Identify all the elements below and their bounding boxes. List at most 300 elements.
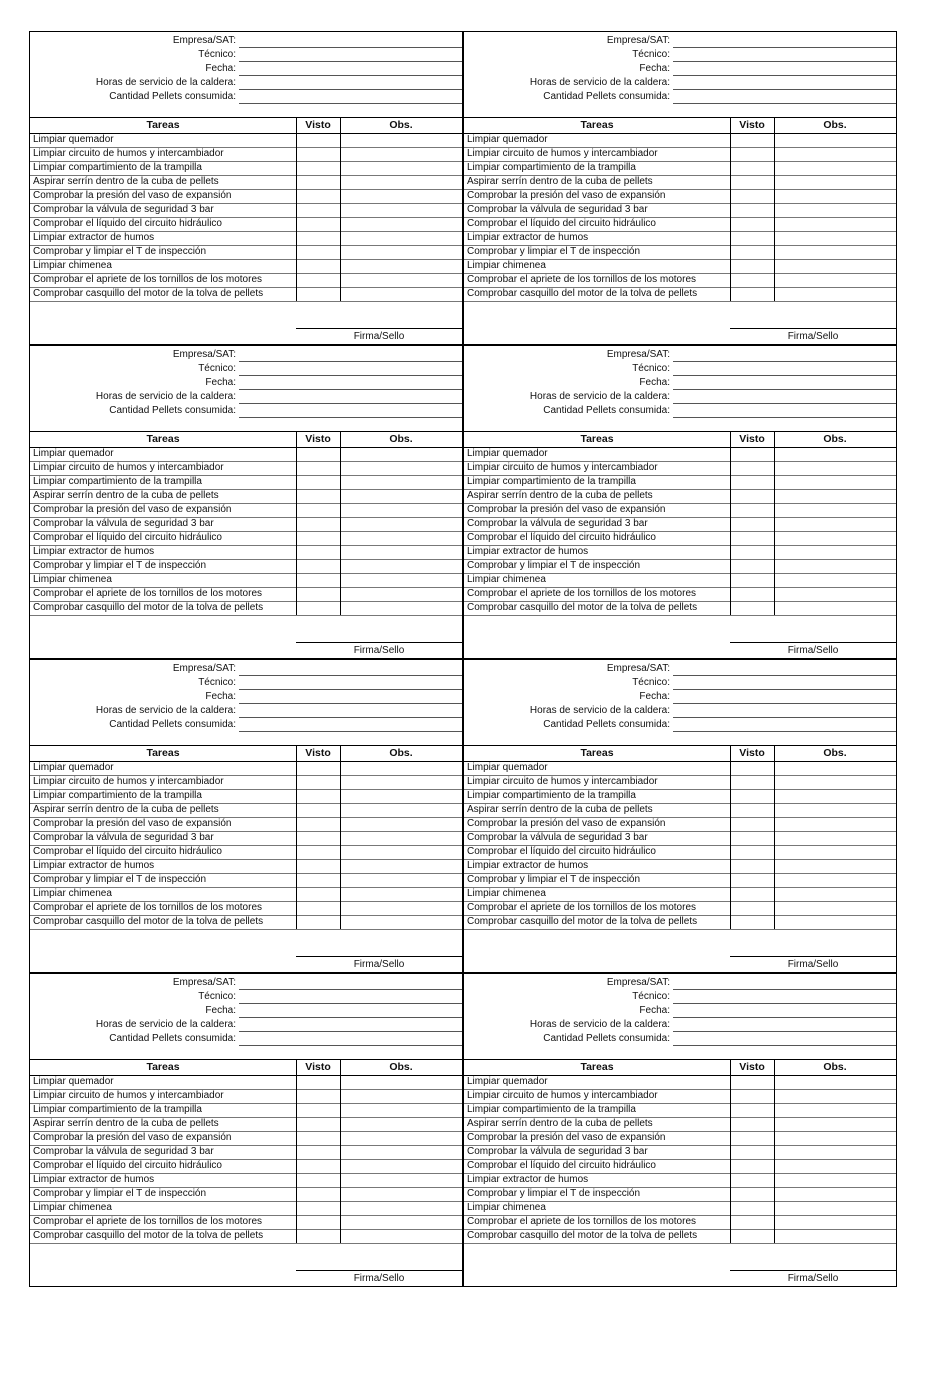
obs-cell[interactable]: [774, 845, 896, 859]
task-label: Aspirar serrín dentro de la cuba de pellets: [467, 804, 653, 815]
table-row: [30, 845, 462, 860]
table-row: [464, 231, 896, 246]
table-row: [30, 601, 462, 616]
visto-cell[interactable]: [296, 175, 340, 189]
column-header-tareas: Tareas: [580, 747, 614, 759]
obs-cell[interactable]: [340, 1159, 462, 1173]
obs-cell[interactable]: [340, 775, 462, 789]
signature-label: Firma/Sello: [353, 1273, 405, 1284]
obs-cell[interactable]: [340, 503, 462, 517]
obs-cell[interactable]: [774, 601, 896, 615]
header-field-input-line[interactable]: [673, 731, 896, 732]
visto-cell[interactable]: [730, 1201, 774, 1215]
visto-cell[interactable]: [730, 1215, 774, 1229]
visto-cell[interactable]: [730, 217, 774, 231]
obs-cell[interactable]: [774, 559, 896, 573]
column-divider: [730, 745, 731, 929]
visto-cell[interactable]: [730, 761, 774, 775]
column-header-tareas: Tareas: [146, 1061, 180, 1073]
task-label: Comprobar el apriete de los tornillos de los motores: [467, 274, 696, 285]
obs-cell[interactable]: [340, 1229, 462, 1243]
header-field-label: Empresa/SAT:: [606, 977, 670, 988]
visto-cell[interactable]: [296, 1187, 340, 1201]
obs-cell[interactable]: [340, 1145, 462, 1159]
header-field-label: Cantidad Pellets consumida:: [543, 1033, 670, 1044]
visto-cell[interactable]: [296, 203, 340, 217]
visto-cell[interactable]: [730, 1145, 774, 1159]
visto-cell[interactable]: [730, 873, 774, 887]
obs-cell[interactable]: [774, 545, 896, 559]
task-label: Limpiar chimenea: [467, 888, 546, 899]
obs-cell[interactable]: [340, 587, 462, 601]
visto-cell[interactable]: [730, 587, 774, 601]
obs-cell[interactable]: [340, 859, 462, 873]
visto-cell[interactable]: [296, 531, 340, 545]
visto-cell[interactable]: [730, 831, 774, 845]
table-row: [464, 461, 896, 476]
visto-cell[interactable]: [730, 273, 774, 287]
visto-cell[interactable]: [296, 231, 340, 245]
header-field-label: Empresa/SAT:: [172, 663, 236, 674]
obs-cell[interactable]: [774, 1131, 896, 1145]
visto-cell[interactable]: [296, 901, 340, 915]
obs-cell[interactable]: [774, 203, 896, 217]
task-label: Comprobar casquillo del motor de la tolva de pellets: [467, 916, 698, 927]
visto-cell[interactable]: [296, 1173, 340, 1187]
task-label: Limpiar chimenea: [33, 888, 112, 899]
header-field: [30, 62, 462, 76]
obs-cell[interactable]: [340, 1201, 462, 1215]
signature-line[interactable]: [730, 956, 896, 957]
obs-cell[interactable]: [774, 259, 896, 273]
obs-cell[interactable]: [774, 901, 896, 915]
obs-cell[interactable]: [774, 147, 896, 161]
visto-cell[interactable]: [296, 887, 340, 901]
visto-cell[interactable]: [296, 601, 340, 615]
signature-line[interactable]: [296, 642, 462, 643]
table-row: [464, 1131, 896, 1146]
header-field: [464, 348, 896, 362]
obs-cell[interactable]: [340, 217, 462, 231]
task-label: Limpiar circuito de humos y intercambiador: [467, 462, 658, 473]
obs-cell[interactable]: [774, 287, 896, 301]
obs-cell[interactable]: [340, 901, 462, 915]
obs-cell[interactable]: [774, 531, 896, 545]
header-field-label: Empresa/SAT:: [172, 349, 236, 360]
visto-cell[interactable]: [730, 489, 774, 503]
visto-cell[interactable]: [730, 545, 774, 559]
obs-cell[interactable]: [340, 1131, 462, 1145]
header-field-label: Horas de servicio de la caldera:: [95, 77, 236, 88]
obs-cell[interactable]: [774, 831, 896, 845]
task-label: Comprobar el apriete de los tornillos de los motores: [467, 588, 696, 599]
visto-cell[interactable]: [730, 189, 774, 203]
obs-cell[interactable]: [774, 1159, 896, 1173]
visto-cell[interactable]: [296, 817, 340, 831]
header-field-input-line[interactable]: [239, 103, 462, 104]
visto-cell[interactable]: [730, 559, 774, 573]
obs-cell[interactable]: [340, 231, 462, 245]
visto-cell[interactable]: [730, 203, 774, 217]
table-row: [464, 1089, 896, 1104]
obs-cell[interactable]: [774, 803, 896, 817]
obs-cell[interactable]: [340, 447, 462, 461]
signature-label: Firma/Sello: [787, 959, 839, 970]
obs-cell[interactable]: [774, 1229, 896, 1243]
obs-cell[interactable]: [774, 817, 896, 831]
visto-cell[interactable]: [296, 189, 340, 203]
obs-cell[interactable]: [774, 1145, 896, 1159]
header-field-label: Técnico:: [198, 991, 236, 1002]
visto-cell[interactable]: [296, 475, 340, 489]
obs-cell[interactable]: [774, 1187, 896, 1201]
obs-cell[interactable]: [340, 245, 462, 259]
visto-cell[interactable]: [730, 447, 774, 461]
obs-cell[interactable]: [340, 489, 462, 503]
obs-cell[interactable]: [340, 573, 462, 587]
column-header-obs: Obs.: [823, 433, 847, 445]
header-field: [464, 76, 896, 90]
visto-cell[interactable]: [730, 1173, 774, 1187]
obs-cell[interactable]: [340, 517, 462, 531]
visto-cell[interactable]: [296, 133, 340, 147]
header-field-input-line[interactable]: [239, 731, 462, 732]
visto-cell[interactable]: [296, 259, 340, 273]
obs-cell[interactable]: [774, 915, 896, 929]
header-field-label: Técnico:: [198, 49, 236, 60]
task-label: Comprobar el apriete de los tornillos de los motores: [33, 274, 262, 285]
obs-cell[interactable]: [774, 447, 896, 461]
visto-cell[interactable]: [730, 803, 774, 817]
header-field: [464, 34, 896, 48]
obs-cell[interactable]: [774, 789, 896, 803]
visto-cell[interactable]: [730, 887, 774, 901]
obs-cell[interactable]: [774, 489, 896, 503]
visto-cell[interactable]: [730, 461, 774, 475]
obs-cell[interactable]: [340, 461, 462, 475]
visto-cell[interactable]: [296, 915, 340, 929]
visto-cell[interactable]: [296, 1117, 340, 1131]
task-label: Comprobar la presión del vaso de expansión: [33, 1132, 232, 1143]
signature-label: Firma/Sello: [353, 331, 405, 342]
obs-cell[interactable]: [774, 1201, 896, 1215]
task-label: Limpiar compartimiento de la trampilla: [467, 162, 636, 173]
obs-cell[interactable]: [774, 175, 896, 189]
obs-cell[interactable]: [340, 287, 462, 301]
visto-cell[interactable]: [730, 475, 774, 489]
visto-cell[interactable]: [730, 517, 774, 531]
table-row: [30, 1187, 462, 1202]
column-header-tareas: Tareas: [580, 119, 614, 131]
obs-cell[interactable]: [340, 803, 462, 817]
column-divider: [296, 1059, 297, 1243]
header-field: [464, 62, 896, 76]
task-label: Comprobar la válvula de seguridad 3 bar: [33, 204, 214, 215]
column-header-visto: Visto: [305, 119, 331, 131]
table-row: [464, 845, 896, 860]
visto-cell[interactable]: [296, 147, 340, 161]
header-field: [464, 976, 896, 990]
visto-cell[interactable]: [730, 531, 774, 545]
table-row: [464, 545, 896, 560]
obs-cell[interactable]: [774, 1075, 896, 1089]
task-label: Comprobar y limpiar el T de inspección: [467, 246, 641, 257]
obs-cell[interactable]: [340, 887, 462, 901]
obs-cell[interactable]: [774, 761, 896, 775]
visto-cell[interactable]: [296, 1103, 340, 1117]
obs-cell[interactable]: [774, 461, 896, 475]
visto-cell[interactable]: [296, 287, 340, 301]
task-label: Comprobar el líquido del circuito hidráulico: [467, 532, 656, 543]
visto-cell[interactable]: [296, 1145, 340, 1159]
visto-cell[interactable]: [730, 601, 774, 615]
task-label: Limpiar chimenea: [467, 574, 546, 585]
obs-cell[interactable]: [340, 845, 462, 859]
obs-cell[interactable]: [774, 245, 896, 259]
visto-cell[interactable]: [296, 517, 340, 531]
column-header-obs: Obs.: [389, 119, 413, 131]
obs-cell[interactable]: [774, 887, 896, 901]
visto-cell[interactable]: [296, 245, 340, 259]
visto-cell[interactable]: [296, 1089, 340, 1103]
visto-cell[interactable]: [296, 803, 340, 817]
visto-cell[interactable]: [730, 915, 774, 929]
task-label: Comprobar la presión del vaso de expansión: [33, 818, 232, 829]
table-row: [30, 1089, 462, 1104]
visto-cell[interactable]: [296, 831, 340, 845]
visto-cell[interactable]: [296, 273, 340, 287]
obs-cell[interactable]: [774, 1103, 896, 1117]
visto-cell[interactable]: [730, 1117, 774, 1131]
header-field: [30, 718, 462, 732]
task-label: Limpiar quemador: [33, 1076, 114, 1087]
visto-cell[interactable]: [730, 147, 774, 161]
obs-cell[interactable]: [340, 1117, 462, 1131]
obs-cell[interactable]: [774, 133, 896, 147]
task-label: Comprobar la presión del vaso de expansión: [467, 818, 666, 829]
obs-cell[interactable]: [774, 517, 896, 531]
visto-cell[interactable]: [730, 845, 774, 859]
obs-cell[interactable]: [774, 587, 896, 601]
visto-cell[interactable]: [296, 761, 340, 775]
obs-cell[interactable]: [340, 873, 462, 887]
column-header-visto: Visto: [305, 433, 331, 445]
column-header-visto: Visto: [305, 1061, 331, 1073]
visto-cell[interactable]: [730, 817, 774, 831]
visto-cell[interactable]: [296, 1215, 340, 1229]
signature-line[interactable]: [730, 642, 896, 643]
obs-cell[interactable]: [774, 231, 896, 245]
obs-cell[interactable]: [340, 1089, 462, 1103]
obs-cell[interactable]: [340, 1187, 462, 1201]
header-field-input-line[interactable]: [673, 103, 896, 104]
signature-line[interactable]: [296, 1270, 462, 1271]
obs-cell[interactable]: [340, 147, 462, 161]
column-divider: [774, 431, 775, 615]
header-field: [464, 676, 896, 690]
visto-cell[interactable]: [296, 845, 340, 859]
visto-cell[interactable]: [296, 447, 340, 461]
obs-cell[interactable]: [340, 189, 462, 203]
visto-cell[interactable]: [296, 1201, 340, 1215]
task-label: Comprobar la válvula de seguridad 3 bar: [467, 1146, 648, 1157]
visto-cell[interactable]: [296, 587, 340, 601]
table-header: [30, 1059, 462, 1076]
visto-cell[interactable]: [730, 1131, 774, 1145]
visto-cell[interactable]: [730, 1103, 774, 1117]
signature-line[interactable]: [296, 956, 462, 957]
visto-cell[interactable]: [730, 1187, 774, 1201]
obs-cell[interactable]: [340, 831, 462, 845]
table-row: [464, 147, 896, 162]
visto-cell[interactable]: [730, 231, 774, 245]
obs-cell[interactable]: [774, 859, 896, 873]
visto-cell[interactable]: [730, 859, 774, 873]
visto-cell[interactable]: [296, 1159, 340, 1173]
obs-cell[interactable]: [340, 761, 462, 775]
visto-cell[interactable]: [296, 161, 340, 175]
column-divider: [296, 117, 297, 301]
signature-line[interactable]: [730, 1270, 896, 1271]
header-field-input-line[interactable]: [239, 417, 462, 418]
visto-cell[interactable]: [296, 1131, 340, 1145]
obs-cell[interactable]: [340, 601, 462, 615]
obs-cell[interactable]: [774, 217, 896, 231]
task-label: Comprobar y limpiar el T de inspección: [33, 560, 207, 571]
obs-cell[interactable]: [340, 789, 462, 803]
visto-cell[interactable]: [296, 503, 340, 517]
obs-cell[interactable]: [340, 273, 462, 287]
visto-cell[interactable]: [730, 573, 774, 587]
obs-cell[interactable]: [774, 475, 896, 489]
visto-cell[interactable]: [296, 873, 340, 887]
table-row: [464, 1145, 896, 1160]
task-label: Aspirar serrín dentro de la cuba de pellets: [467, 490, 653, 501]
column-divider: [730, 431, 731, 615]
obs-cell[interactable]: [340, 203, 462, 217]
table-row: [30, 573, 462, 588]
obs-cell[interactable]: [774, 1117, 896, 1131]
obs-cell[interactable]: [774, 503, 896, 517]
task-label: Limpiar circuito de humos y intercambiador: [33, 148, 224, 159]
obs-cell[interactable]: [774, 1173, 896, 1187]
header-field: [30, 676, 462, 690]
visto-cell[interactable]: [730, 259, 774, 273]
column-header-obs: Obs.: [389, 433, 413, 445]
obs-cell[interactable]: [774, 873, 896, 887]
obs-cell[interactable]: [340, 545, 462, 559]
visto-cell[interactable]: [296, 573, 340, 587]
obs-cell[interactable]: [340, 133, 462, 147]
header-field-label: Horas de servicio de la caldera:: [529, 77, 670, 88]
obs-cell[interactable]: [340, 915, 462, 929]
task-label: Limpiar chimenea: [467, 260, 546, 271]
obs-cell[interactable]: [340, 1215, 462, 1229]
obs-cell[interactable]: [340, 531, 462, 545]
obs-cell[interactable]: [340, 1173, 462, 1187]
visto-cell[interactable]: [296, 789, 340, 803]
visto-cell[interactable]: [730, 287, 774, 301]
visto-cell[interactable]: [730, 1159, 774, 1173]
table-row: [30, 517, 462, 532]
header-field: [464, 690, 896, 704]
visto-cell[interactable]: [296, 217, 340, 231]
table-header: [464, 117, 896, 134]
header-field-label: Horas de servicio de la caldera:: [529, 1019, 670, 1030]
table-row: [464, 1173, 896, 1188]
visto-cell[interactable]: [730, 161, 774, 175]
visto-cell[interactable]: [730, 503, 774, 517]
visto-cell[interactable]: [730, 789, 774, 803]
visto-cell[interactable]: [296, 489, 340, 503]
table-row: [464, 175, 896, 190]
task-label: Limpiar chimenea: [33, 1202, 112, 1213]
header-field-label: Fecha:: [205, 691, 236, 702]
obs-cell[interactable]: [774, 1215, 896, 1229]
header-field-input-line[interactable]: [239, 1045, 462, 1046]
table-row: [464, 1215, 896, 1230]
signature-line[interactable]: [730, 328, 896, 329]
obs-cell[interactable]: [774, 573, 896, 587]
column-header-tareas: Tareas: [146, 119, 180, 131]
obs-cell[interactable]: [340, 161, 462, 175]
visto-cell[interactable]: [296, 1075, 340, 1089]
task-label: Comprobar y limpiar el T de inspección: [467, 560, 641, 571]
visto-cell[interactable]: [296, 559, 340, 573]
visto-cell[interactable]: [730, 775, 774, 789]
obs-cell[interactable]: [774, 1089, 896, 1103]
obs-cell[interactable]: [340, 559, 462, 573]
task-label: Comprobar casquillo del motor de la tolva de pellets: [33, 602, 264, 613]
signature-line[interactable]: [296, 328, 462, 329]
task-label: Aspirar serrín dentro de la cuba de pellets: [33, 1118, 219, 1129]
visto-cell[interactable]: [730, 245, 774, 259]
header-field-input-line[interactable]: [673, 1045, 896, 1046]
task-label: Limpiar circuito de humos y intercambiador: [33, 776, 224, 787]
header-field-label: Horas de servicio de la caldera:: [95, 705, 236, 716]
obs-cell[interactable]: [340, 175, 462, 189]
header-field-input-line[interactable]: [673, 417, 896, 418]
obs-cell[interactable]: [774, 775, 896, 789]
obs-cell[interactable]: [340, 475, 462, 489]
visto-cell[interactable]: [296, 1229, 340, 1243]
visto-cell[interactable]: [296, 859, 340, 873]
obs-cell[interactable]: [340, 259, 462, 273]
obs-cell[interactable]: [340, 817, 462, 831]
visto-cell[interactable]: [296, 545, 340, 559]
visto-cell[interactable]: [730, 133, 774, 147]
visto-cell[interactable]: [730, 1075, 774, 1089]
header-field-label: Empresa/SAT:: [606, 35, 670, 46]
visto-cell[interactable]: [730, 1229, 774, 1243]
column-header-visto: Visto: [739, 747, 765, 759]
table-row: [30, 887, 462, 902]
visto-cell[interactable]: [296, 775, 340, 789]
obs-cell[interactable]: [340, 1075, 462, 1089]
obs-cell[interactable]: [340, 1103, 462, 1117]
obs-cell[interactable]: [774, 273, 896, 287]
visto-cell[interactable]: [296, 461, 340, 475]
obs-cell[interactable]: [774, 161, 896, 175]
header-field-label: Cantidad Pellets consumida:: [109, 91, 236, 102]
task-label: Comprobar la válvula de seguridad 3 bar: [467, 518, 648, 529]
visto-cell[interactable]: [730, 1089, 774, 1103]
visto-cell[interactable]: [730, 175, 774, 189]
visto-cell[interactable]: [730, 901, 774, 915]
obs-cell[interactable]: [774, 189, 896, 203]
task-label: Comprobar el líquido del circuito hidráulico: [33, 218, 222, 229]
header-field-label: Cantidad Pellets consumida:: [543, 719, 670, 730]
